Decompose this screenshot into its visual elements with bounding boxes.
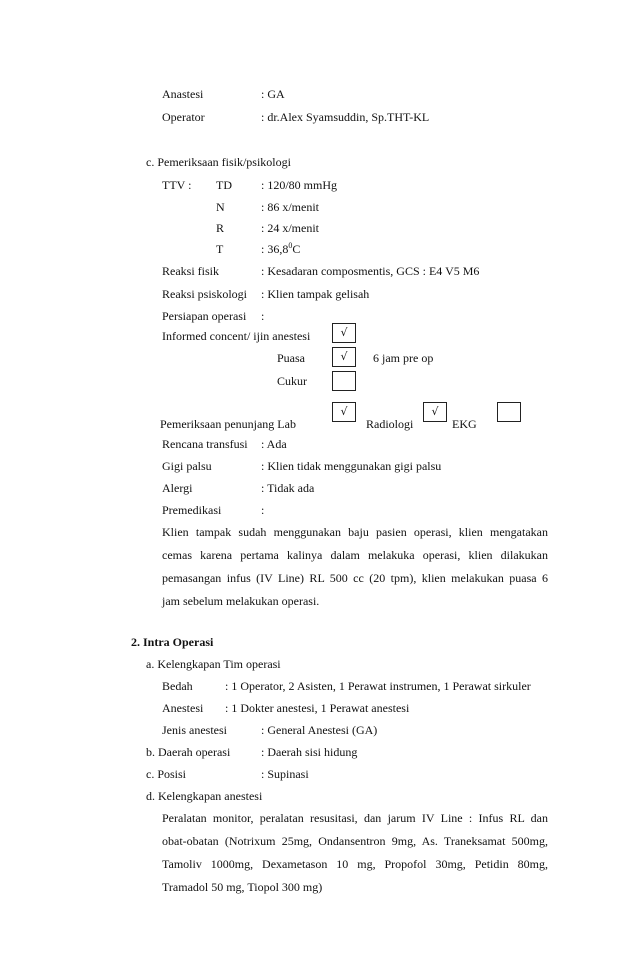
vital-t-value-main: : 36,8 — [261, 242, 289, 256]
cukur-label: Cukur — [277, 374, 307, 388]
bedah-label: Bedah — [162, 679, 193, 693]
radiologi-checkbox[interactable] — [423, 402, 447, 422]
transfusi-value: : Ada — [261, 437, 287, 451]
puasa-note: 6 jam pre op — [373, 351, 434, 365]
vital-t-key: T — [216, 242, 224, 256]
lab-checkbox[interactable] — [332, 402, 356, 422]
section-2a-heading: a. Kelengkapan Tim operasi — [146, 657, 281, 671]
lab-check-mark: √ — [340, 405, 348, 418]
jenis-anestesi-label: Jenis anestesi — [162, 723, 227, 737]
persiapan-label: Persiapan operasi — [162, 309, 247, 323]
vital-td-value: : 120/80 mmHg — [261, 178, 338, 192]
radiologi-check-mark: √ — [431, 405, 439, 418]
vital-t-unit: C — [292, 242, 301, 256]
anestesi-equipment-line: Peralatan monitor, peralatan resusitasi, dan jarum IV Line : Infus RL dan — [162, 811, 548, 825]
ekg-checkbox[interactable] — [497, 402, 521, 422]
alergi-value: : Tidak ada — [261, 481, 315, 495]
vital-t-degree: 0 — [288, 241, 293, 250]
cukur-checkbox[interactable] — [332, 371, 356, 391]
daerah-operasi-value: : Daerah sisi hidung — [261, 745, 358, 759]
gigi-label: Gigi palsu — [162, 459, 212, 473]
jenis-anestesi-value: : General Anestesi (GA) — [261, 723, 378, 737]
informed-check-mark: √ — [340, 326, 348, 339]
paragraph-line: pemasangan infus (IV Line) RL 500 cc (20 tpm), klien melakukan puasa 6 — [162, 571, 548, 585]
puasa-checkbox[interactable] — [332, 347, 356, 367]
persiapan-value: : — [261, 309, 265, 323]
gigi-value: : Klien tidak menggunakan gigi palsu — [261, 459, 442, 473]
premedikasi-label: Premedikasi — [162, 503, 222, 517]
section-2-heading: 2. Intra Operasi — [131, 635, 214, 649]
puasa-label: Puasa — [277, 351, 305, 365]
paragraph-last-line: jam sebelum melakukan operasi. — [162, 594, 320, 608]
vital-n-key: N — [216, 200, 225, 214]
vital-n-value: : 86 x/menit — [261, 200, 319, 214]
puasa-check-mark: √ — [340, 350, 348, 363]
informed-label: Informed concent/ ijin anestesi — [162, 329, 311, 343]
anestesi-label: Anastesi — [162, 87, 204, 101]
anestesi-team-value: : 1 Dokter anestesi, 1 Perawat anestesi — [225, 701, 410, 715]
section-c-heading: c. Pemeriksaan fisik/psikologi — [146, 155, 291, 169]
posisi-label: c. Posisi — [146, 767, 187, 781]
premedikasi-value: : — [261, 503, 265, 517]
penunjang-label: Pemeriksaan penunjang Lab — [160, 417, 296, 431]
posisi-value: : Supinasi — [261, 767, 309, 781]
radiologi-label: Radiologi — [366, 417, 414, 431]
anestesi-value: : GA — [261, 87, 285, 101]
daerah-operasi-label: b. Daerah operasi — [146, 745, 231, 759]
reaksi-fisik-label: Reaksi fisik — [162, 264, 219, 278]
anestesi-team-label: Anestesi — [162, 701, 204, 715]
paragraph-line: Klien tampak sudah menggunakan baju pasien operasi, klien mengatakan — [162, 525, 548, 539]
section-2d-heading: d. Kelengkapan anestesi — [146, 789, 263, 803]
informed-checkbox[interactable] — [332, 323, 356, 343]
operator-label: Operator — [162, 110, 205, 124]
anestesi-equipment-line: Tamoliv 1000mg, Dexametason 10 mg, Propofol 30mg, Petidin 80mg, — [162, 857, 548, 871]
bedah-value: : 1 Operator, 2 Asisten, 1 Perawat instrumen, 1 Perawat sirkuler — [225, 679, 531, 693]
paragraph-line: cemas karena pertama kalinya dalam melakuka operasi, klien dilakukan — [162, 548, 548, 562]
vital-r-key: R — [216, 221, 225, 235]
alergi-label: Alergi — [162, 481, 193, 495]
ttv-label: TTV : — [162, 178, 192, 192]
operator-value: : dr.Alex Syamsuddin, Sp.THT-KL — [261, 110, 430, 124]
reaksi-psikologi-value: : Klien tampak gelisah — [261, 287, 370, 301]
reaksi-fisik-value: : Kesadaran composmentis, GCS : E4 V5 M6 — [261, 264, 480, 278]
transfusi-label: Rencana transfusi — [162, 437, 248, 451]
reaksi-psikologi-label: Reaksi psiskologi — [162, 287, 248, 301]
anestesi-equipment-line: obat-obatan (Notrixum 25mg, Ondansentron 9mg, As. Traneksamat 500mg, — [162, 834, 548, 848]
anestesi-equipment-last-line: Tramadol 50 mg, Tiopol 300 mg) — [162, 880, 323, 894]
vital-r-value: : 24 x/menit — [261, 221, 319, 235]
vital-t-value — [261, 243, 300, 255]
vital-td-key: TD — [216, 178, 232, 192]
ekg-label: EKG — [452, 417, 477, 431]
